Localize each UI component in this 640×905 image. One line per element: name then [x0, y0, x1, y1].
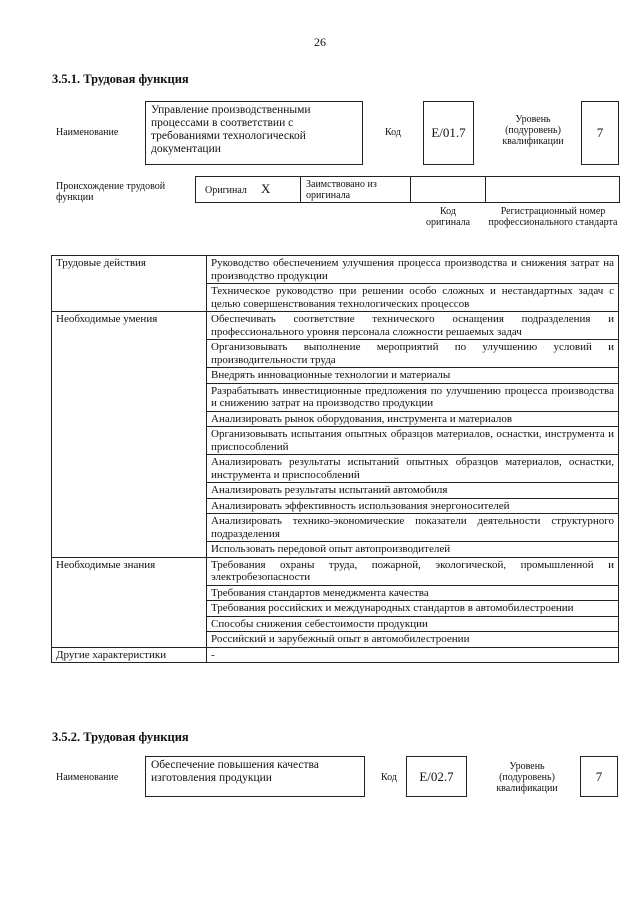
level-box — [581, 101, 619, 165]
knowledge-item: Требования российских и международных стандартов в автомобилестроении — [207, 601, 619, 617]
level-value: 7 — [596, 125, 604, 140]
function-name-box-2 — [145, 756, 365, 797]
knowledge-item: Требования охраны труда, пожарной, экологической, промышленной и электробезопасности — [207, 557, 619, 585]
function-name-2: Обеспечение повышения качества изготовления продукции — [151, 759, 319, 784]
skill-item: Анализировать технико-экономические показатели деятельности структурного подразделения — [207, 514, 619, 542]
skill-item: Обеспечивать соответствие технического оснащения подразделения и профессионального уровня персонала сложности решаемых задач — [207, 312, 619, 340]
code-label: Код — [385, 127, 401, 138]
code-original-label: Код оригинала — [425, 206, 471, 228]
name-label: Наименование — [56, 127, 119, 138]
action-item: Техническое руководство при решении особо сложных и нестандартных задач с целью совершенствования технологических процессов — [207, 284, 619, 312]
knowledge-item: Способы снижения себестоимости продукции — [207, 616, 619, 632]
level-box-2 — [580, 756, 618, 797]
skill-item: Организовывать испытания опытных образцов материалов, оснастки, инструмента и приспособлений — [207, 427, 619, 455]
skill-item: Анализировать результаты испытаний автомобиля — [207, 483, 619, 499]
table-row — [52, 312, 619, 340]
knowledge-item: Требования стандартов менеджмента качества — [207, 585, 619, 601]
category-knowledge: Необходимые знания — [52, 557, 207, 647]
level-label-2: Уровень (подуровень) квалификации — [496, 761, 558, 794]
function-name-box — [145, 101, 363, 165]
table-row — [52, 557, 619, 585]
section-title: 3.5.1. Трудовая функция — [52, 72, 189, 86]
action-item: Руководство обеспечением улучшения процесса производства и снижения затрат на производство продукции — [207, 256, 619, 284]
code-box — [423, 101, 474, 165]
origin-row — [195, 176, 620, 203]
function-code-2: E/02.7 — [419, 768, 454, 784]
category-actions: Трудовые действия — [52, 256, 207, 312]
skill-item: Организовывать выполнение мероприятий по улучшению условий и производительности труда — [207, 340, 619, 368]
original-mark: X — [261, 181, 271, 196]
reg-number-label: Регистрационный номер профессионального стандарта — [488, 206, 618, 228]
function-code: E/01.7 — [431, 125, 466, 140]
skill-item: Использовать передовой опыт автопроизводителей — [207, 542, 619, 558]
table-row — [52, 256, 619, 284]
level-value-2: 7 — [595, 768, 603, 784]
skill-item: Разрабатывать инвестиционные предложения по улучшению процесса производства и снижению затрат на производство продукции — [207, 383, 619, 411]
table-row — [52, 647, 619, 663]
level-label: Уровень (подуровень) квалификации — [502, 114, 564, 147]
function-name: Управление производственными процессами в соответствии с требованиями технологической документации — [151, 104, 311, 155]
borrowed-label: Заимствовано из оригинала — [306, 179, 377, 201]
origin-divider-1 — [300, 176, 301, 203]
code-box-2 — [406, 756, 467, 797]
skill-item: Анализировать рынок оборудования, инструмента и материалов — [207, 411, 619, 427]
origin-label: Происхождение трудовой функции — [56, 181, 166, 203]
section-title-2: 3.5.2. Трудовая функция — [52, 730, 189, 744]
skill-item: Внедрять инновационные технологии и материалы — [207, 368, 619, 384]
origin-divider-2 — [410, 176, 411, 203]
code-label-2: Код — [381, 772, 397, 783]
category-skills: Необходимые умения — [52, 312, 207, 558]
knowledge-item: Российский и зарубежный опыт в автомобилестроении — [207, 632, 619, 648]
origin-divider-3 — [485, 176, 486, 203]
name-label-2: Наименование — [56, 772, 119, 783]
skill-item: Анализировать результаты испытаний опытных образцов материалов, оснастки, инструмента и приспособлений — [207, 455, 619, 483]
other-item: - — [207, 647, 619, 663]
skill-item: Анализировать эффективность использования энергоносителей — [207, 498, 619, 514]
original-label: Оригинал — [205, 185, 247, 196]
category-other: Другие характеристики — [52, 647, 207, 663]
page-number: 26 — [314, 35, 326, 49]
function-table — [51, 255, 619, 663]
